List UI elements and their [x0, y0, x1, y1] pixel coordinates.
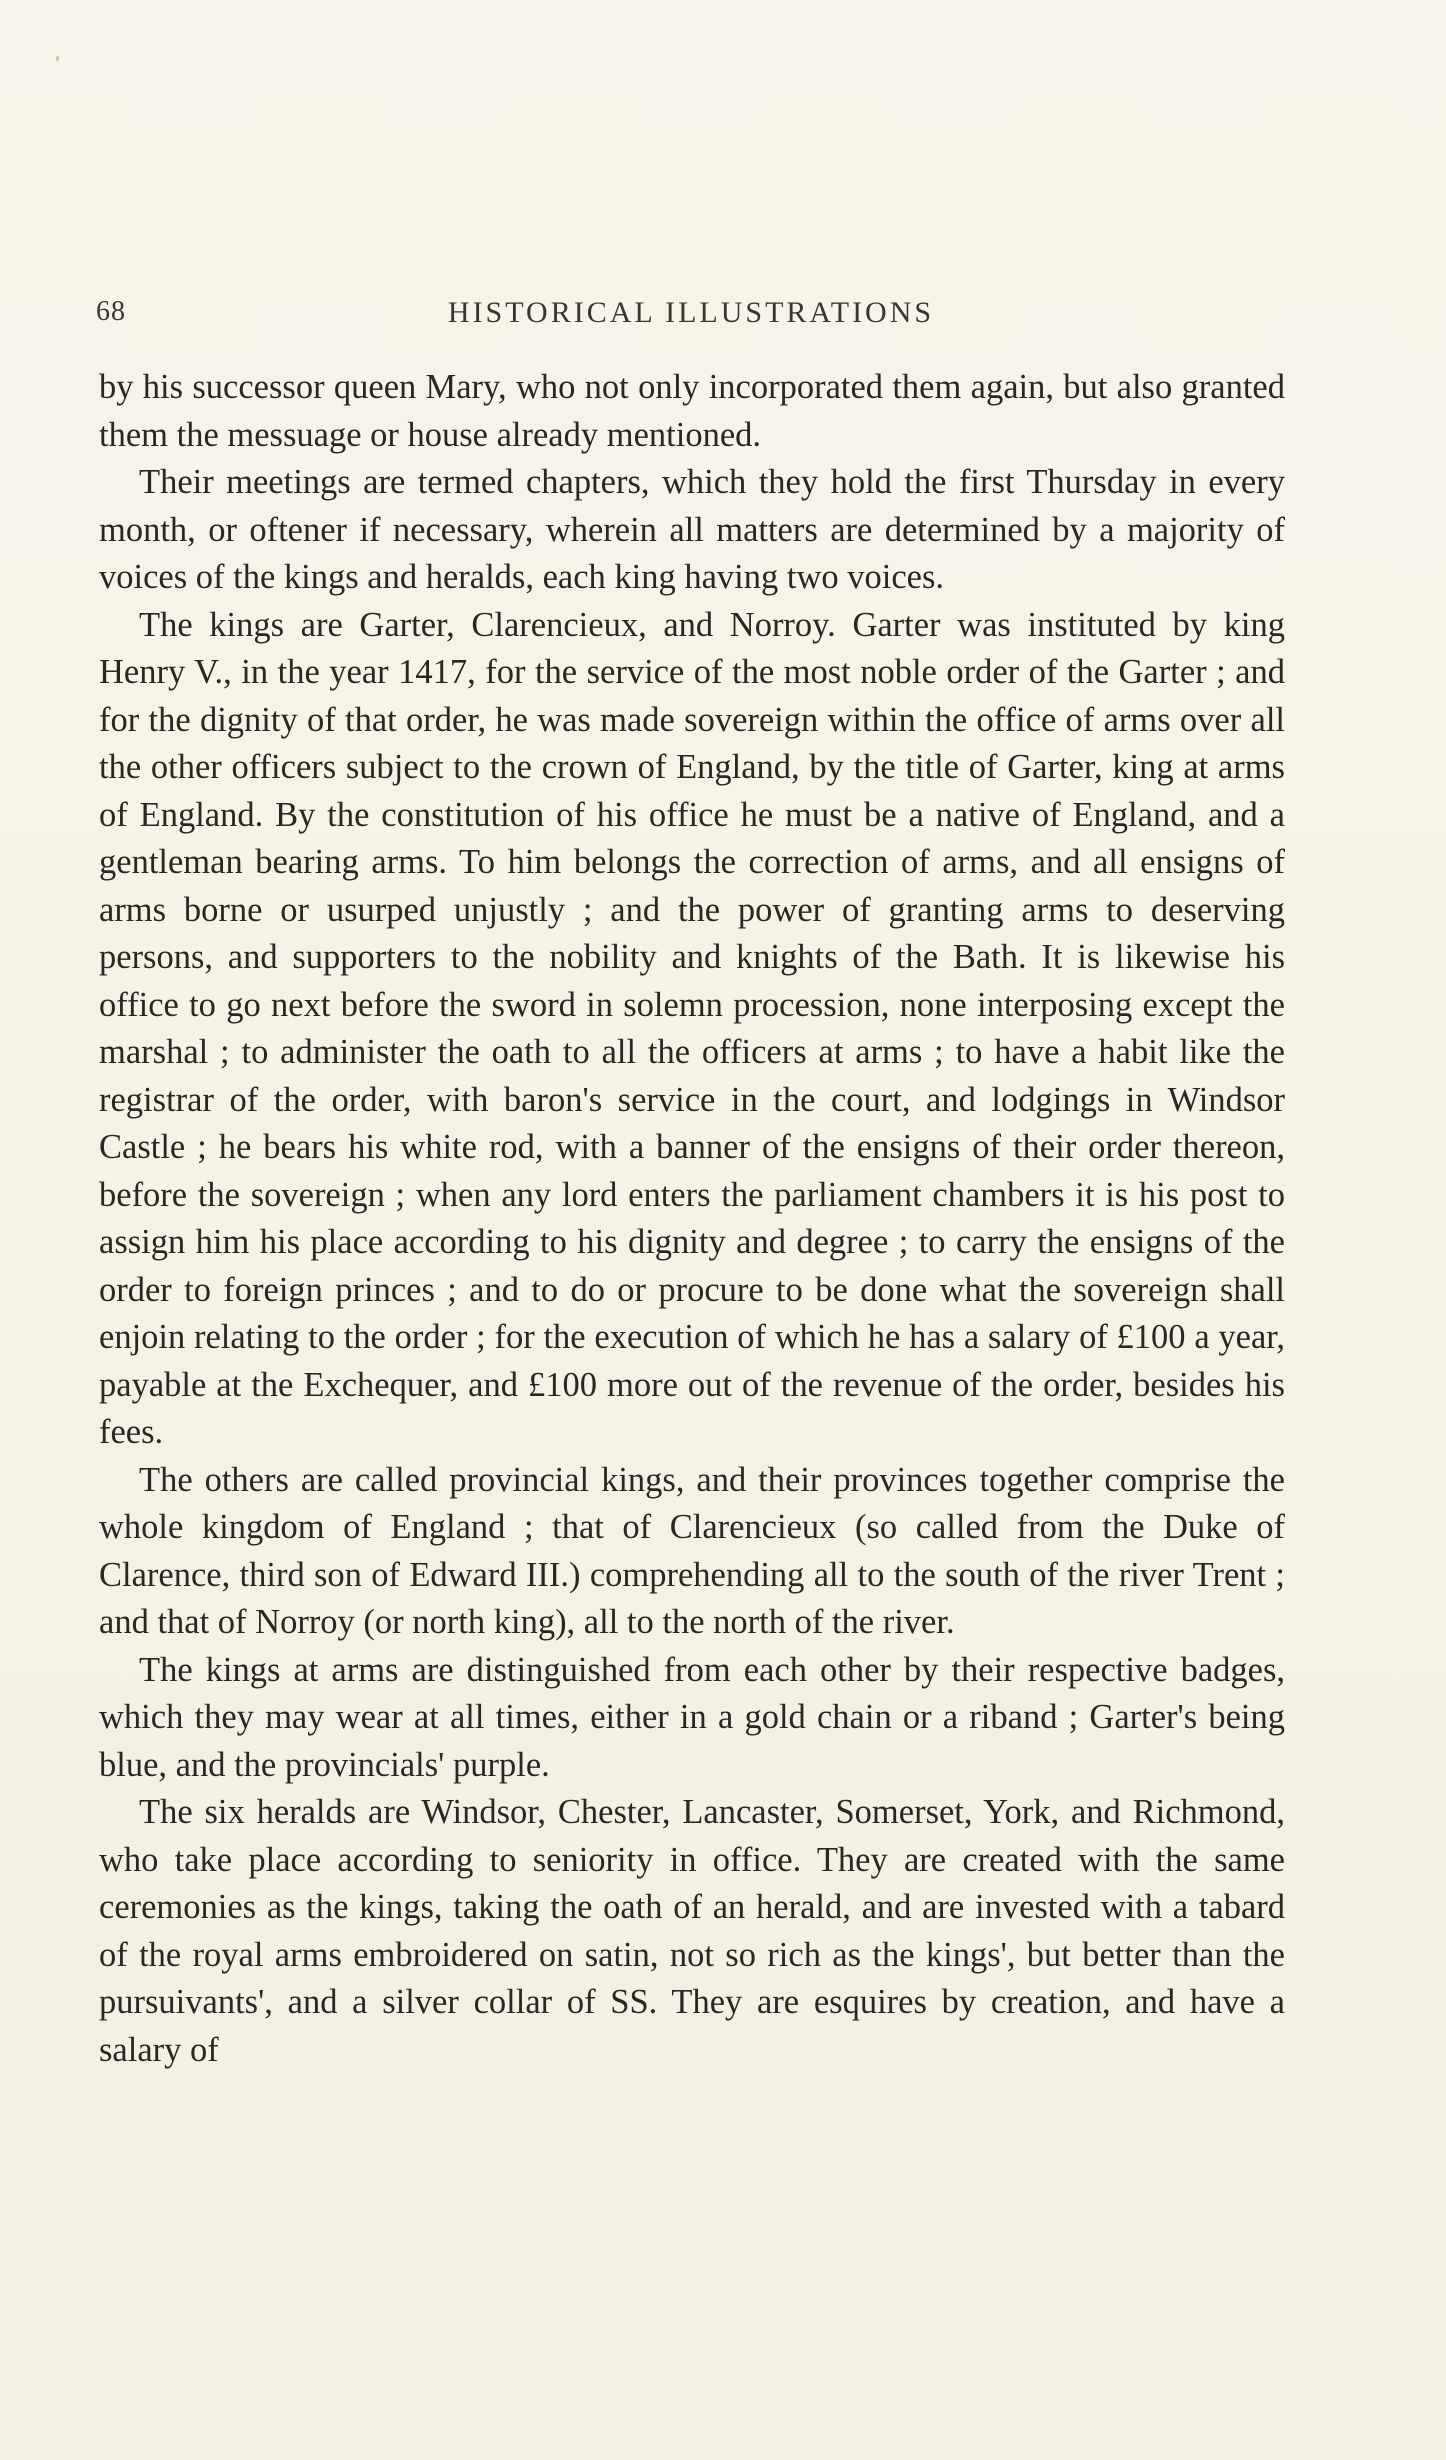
running-title: HISTORICAL ILLUSTRATIONS: [447, 296, 935, 329]
paragraph-provincial-kings: The others are called provincial kings, and their provinces together comprise the whole kingdom of England ; that of Clarencieux (so called from the Duke of Clarence, third son of Edward III.) comprehending all to the south of the river Trent ; and that of Norroy (or north king), all to the north of the river.: [99, 1460, 1285, 1641]
paragraph-meetings: Their meetings are termed chapters, which they hold the first Thursday in every month, or oftener if necessary, wherein all matters are determined by a majority of voices of the kings and heralds, each king having two voices.: [99, 463, 1285, 596]
body-text: [99, 364, 1285, 2074]
paragraph-badges: The kings at arms are distinguished from each other by their respective badges, which they may wear at all times, either in a gold chain or a riband ; Garter's being blue, and the provincials' purple.: [99, 1650, 1285, 1784]
page-number: 68: [96, 296, 126, 327]
paragraph-heralds: The six heralds are Windsor, Chester, Lancaster, Somerset, York, and Richmond, who take place according to seniority in office. They are created with the same ceremonies as the kings, taking the oath of an herald, and are invested with a tabard of the royal arms embroidered on satin, not so rich as the kings', but better than the pursuivants', and a silver collar of SS. They are esquires by creation, and have a salary of: [99, 1793, 1285, 2069]
paragraph-garter: The kings are Garter, Clarencieux, and Norroy. Garter was instituted by king Henry V., in the year 1417, for the service of the most noble order of the Garter ; and for the dignity of that order, he was made sovereign within the office of arms over all the other officers subject to the crown of England, by the title of Garter, king at arms of England. By the constitution of his office he must be a native of England, and a gentleman bearing arms. To him belongs the correction of arms, and all ensigns of arms borne or usurped unjustly ; and the power of granting arms to deserving persons, and supporters to the nobility and knights of the Bath. It is likewise his office to go next before the sword in solemn procession, none interposing except the marshal ; to administer the oath to all the officers at arms ; to have a habit like the registrar of the order, with baron's service in the court, and lodgings in Windsor Castle ; he bears his white rod, with a banner of the ensigns of their order thereon, before the sovereign ; when any lord enters the parliament chambers it is his post to assign him his place according to his dignity and degree ; to carry the ensigns of the order to foreign princes ; and to do or procure to be done what the sovereign shall enjoin relating to the order ; for the execution of which he has a salary of £100 a year, payable at the Exchequer, and £100 more out of the revenue of the order, besides his fees.: [99, 605, 1285, 1451]
page-header: [96, 296, 1286, 336]
paper-speck: [56, 56, 59, 61]
paragraph-continued: by his successor queen Mary, who not only incorporated them again, but also granted them the messuage or house already mentioned.: [99, 368, 1285, 454]
